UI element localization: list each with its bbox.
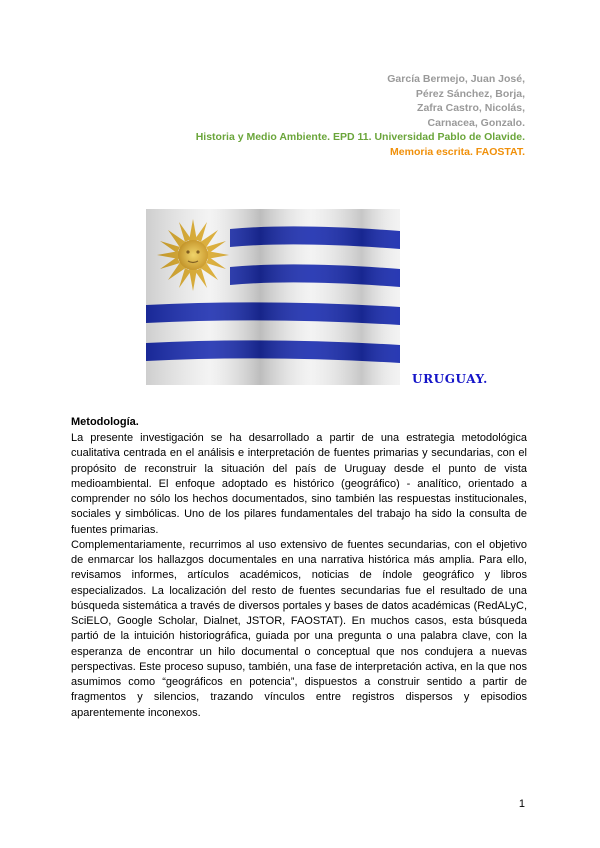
page-number: 1 [518,798,525,810]
author-4: Carnacea, Gonzalo. [427,116,525,129]
author-1: García Bermejo, Juan José, [387,73,525,85]
section-body [71,431,527,721]
author-2: Pérez Sánchez, Borja, [415,87,525,100]
author-3: Zafra Castro, Nicolás, [417,102,525,114]
paragraph-2: Complementariamente, recurrimos al uso extensivo de fuentes secundarias, con el objetivo de enmarcar los hallazgos documentales en una narrativa histórica más amplia. Para ello, revisamos informes, artículos académicos, noticias de índole geográfico y libros especializados. La localización del resto de fuentes secundarias fue el resultado de una búsqueda sistemática a través de diversos portales y bases de datos académicas (RedALyC, SciELO, Google Scholar, Dialnet, JSTOR, FAOSTAT). En muchos casos, esta búsqueda partió de la intuición historiográfica, guiada por una pregunta o una palabra clave, con la esperanza de encontrar un hilo documental o conceptual que nos condujera a nuevas perspectivas. Este proceso supuso, también, una fase de interpretación activa, en la que nos asumimos como “geográficos en potencia”, dispuestos a construir sentido a partir de fragmentos y silencios, trazando vínculos entre registros dispersos y episodios aparentemente inconexos. [71,538,527,719]
paragraph-1: La presente investigación se ha desarrollado a partir de una estrategia metodológica cualitativa centrada en el análisis e interpretación de fuentes primarias y secundarias, con el propósito de reconstruir la situación del país de Uruguay desde el punto de vista medioambiental. El enfoque adoptado es histórico (geográfico) - analítico, orientado a comprender no sólo los hechos documentados, sino también las respuestas institucionales, sociales y simbólicas. Uno de los pilares fundamentales del trabajo ha sido la consulta de fuentes primarias. [71,432,527,536]
course-line: Historia y Medio Ambiente. EPD 11. Universidad Pablo de Olavide. [195,131,525,143]
country-label: URUGUAY. [412,372,488,386]
uruguay-flag-icon [146,209,400,385]
header-block [105,72,525,159]
section-heading: Metodología. [71,416,139,428]
memoria-line: Memoria escrita. FAOSTAT. [390,145,525,158]
